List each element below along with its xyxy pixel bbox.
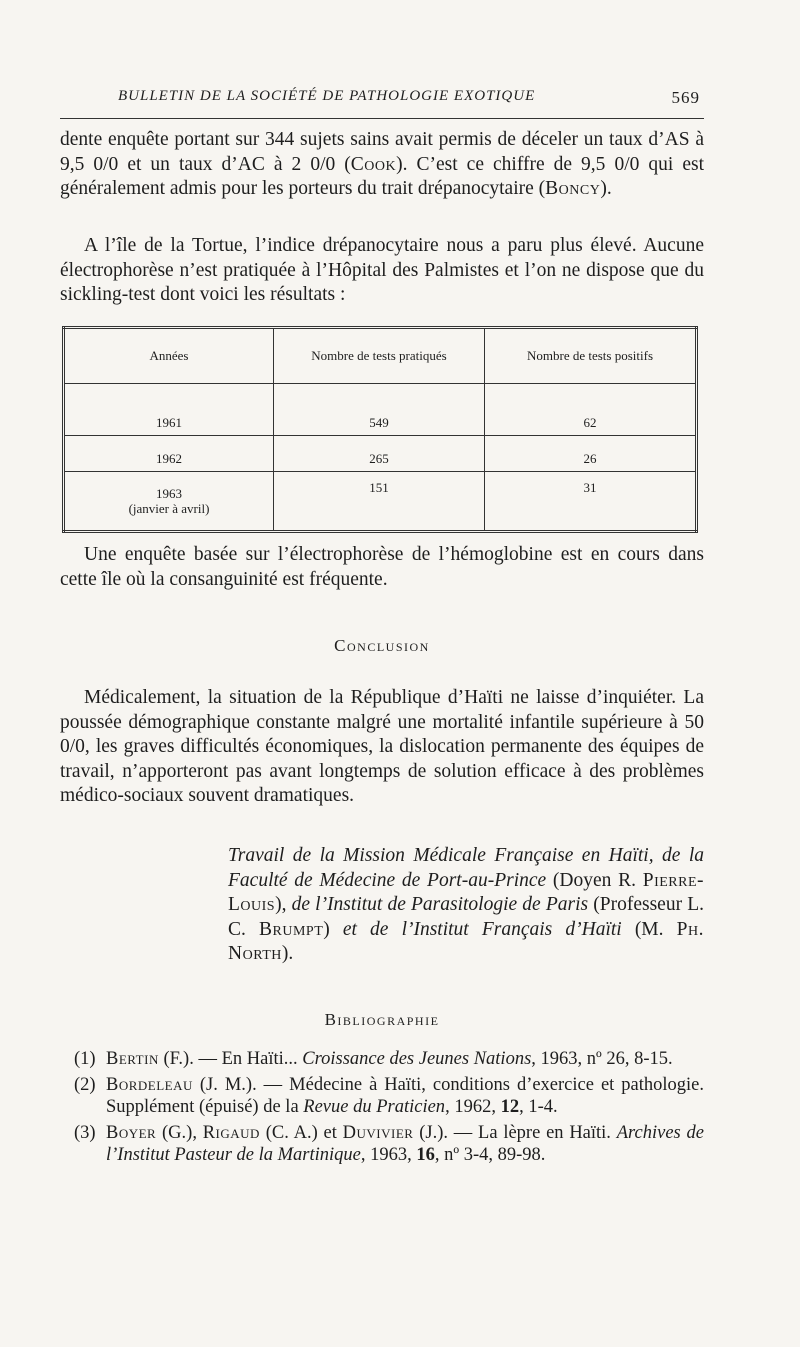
- paragraph-conclusion: Médicalement, la situation de la République d’Haïti ne laisse d’inquiéter. La poussée démographique constante malgré une mortalité infantile supérieure à 50 0/0, les graves difficultés économiques, la dislocation permanente des équipes de travail, n’apporteront pas avant longtemps de solution efficace à des problèmes médico-sociaux souvent dramatiques.: [60, 687, 704, 806]
- reference-journal: Archives de l’Institut Pasteur de la Martinique: [106, 1123, 704, 1165]
- reference-author: Boyer: [106, 1123, 157, 1143]
- paragraph-text: dente enquête portant sur 344 sujets sains avait permis de déceler un taux d’AS à 9,5 0/0 et un taux d’AC à 2 0/0 (: [60, 129, 704, 175]
- credit-text: (M.: [621, 918, 677, 940]
- cell-year: 1961: [64, 384, 274, 436]
- credit-text: (Doyen R.: [546, 869, 643, 891]
- credit-line: de l’Institut de Parasitologie de Paris: [291, 894, 589, 915]
- reference-journal: Croissance des Jeunes Nations: [302, 1049, 532, 1069]
- reference-text: (J.). — La lèpre en Haïti.: [413, 1123, 617, 1143]
- cell-year: [64, 472, 274, 532]
- paragraph-continuation: [60, 128, 704, 202]
- paragraph-tortue: A l’île de la Tortue, l’indice drépanocytaire nous a paru plus élevé. Aucune électrophorèse n’est pratiquée à l’Hôpital des Palmistes et l’on ne dispose que du sickling-test dont voici les résultats :: [60, 235, 704, 305]
- section-title-conclusion: Conclusion: [334, 636, 430, 655]
- cell-tests: 265: [274, 436, 485, 472]
- reference-author: Bordeleau: [106, 1075, 193, 1095]
- section-title-bibliography: Bibliographie: [324, 1010, 440, 1029]
- reference-text: , 1963,: [360, 1145, 417, 1165]
- journal-title: BULLETIN DE LA SOCIÉTÉ DE PATHOLOGIE EXOTIQUE: [118, 88, 536, 104]
- paragraph-electrophorese: Une enquête basée sur l’électrophorèse de l’hémoglobine est en cours dans cette île où la consanguinité est fréquente.: [60, 544, 704, 590]
- author-name: Brumpt: [259, 918, 324, 940]
- cell-tests: 151: [274, 472, 485, 532]
- reference-item: [60, 1074, 704, 1118]
- credit-line: Travail de la Mission Médicale Française en Haïti, de la Faculté de Médecine de Port-au-Prince: [228, 845, 704, 891]
- cell-tests: 549: [274, 384, 485, 436]
- reference-author: Rigaud: [202, 1123, 260, 1143]
- author-name: Pierre-Louis: [228, 869, 705, 915]
- reference-item: [60, 1122, 704, 1166]
- paragraph-text: ). C’est ce chiffre de 9,5 0/0 qui est généralement admis pour les porteurs du trait drépanocytaire (: [60, 153, 704, 199]
- document-page: [60, 0, 704, 1347]
- reference-volume: 16: [416, 1145, 435, 1165]
- column-header-tests: Nombre de tests pratiqués: [274, 328, 485, 384]
- column-header-years: Années: [64, 328, 274, 384]
- reference-text: (F.). — En Haïti...: [158, 1049, 303, 1069]
- credit-line: et de l’Institut Français d’Haïti: [342, 918, 622, 940]
- header-rule: [60, 118, 704, 119]
- table-row: [64, 384, 697, 436]
- reference-text: , 1963, nº 26, 8-15.: [531, 1049, 673, 1069]
- reference-text: , 1-4.: [519, 1097, 558, 1117]
- paragraph-text: ).: [600, 178, 612, 199]
- cell-positive: 62: [485, 384, 697, 436]
- credit-text: ): [323, 918, 343, 940]
- reference-list: [60, 1048, 704, 1170]
- reference-text: (J. M.). — Médecine à Haïti, conditions d’exercice et pathologie. Supplément (épuisé) de la: [106, 1075, 704, 1117]
- table-row: [64, 472, 697, 532]
- reference-author: Bertin: [106, 1049, 159, 1069]
- reference-text: , nº 3-4, 89-98.: [434, 1145, 546, 1165]
- table-row: [64, 436, 697, 472]
- cell-year: 1962: [64, 436, 274, 472]
- reference-text: (G.),: [156, 1123, 203, 1143]
- credit-text: ).: [281, 943, 294, 964]
- cell-year-note: (janvier à avril): [128, 501, 210, 516]
- credit-text: (Professeur L. C.: [228, 894, 704, 940]
- reference-number: (1): [74, 1049, 96, 1069]
- cell-positive: 26: [485, 436, 697, 472]
- reference-number: (3): [74, 1123, 96, 1143]
- reference-text: (C. A.) et: [259, 1123, 343, 1143]
- reference-item: [60, 1048, 704, 1070]
- running-header: [60, 88, 704, 118]
- citation-boncy: Boncy: [545, 178, 601, 199]
- reference-number: (2): [74, 1075, 96, 1095]
- reference-volume: 12: [500, 1097, 520, 1117]
- reference-journal: Revue du Praticien: [303, 1097, 446, 1117]
- cell-positive: 31: [485, 472, 697, 532]
- credit-block: [228, 844, 704, 967]
- sickling-test-table: [62, 326, 698, 533]
- table-header-row: [64, 328, 697, 384]
- column-header-positive: Nombre de tests positifs: [485, 328, 697, 384]
- page-number: 569: [671, 88, 700, 107]
- author-name: North: [228, 943, 282, 964]
- citation-cook: Cook: [350, 153, 397, 175]
- reference-author: Duvivier: [342, 1123, 414, 1143]
- author-title: Ph.: [676, 918, 704, 940]
- cell-year-value: 1963: [156, 486, 182, 501]
- credit-text: ),: [275, 894, 292, 915]
- reference-text: , 1962,: [445, 1097, 501, 1117]
